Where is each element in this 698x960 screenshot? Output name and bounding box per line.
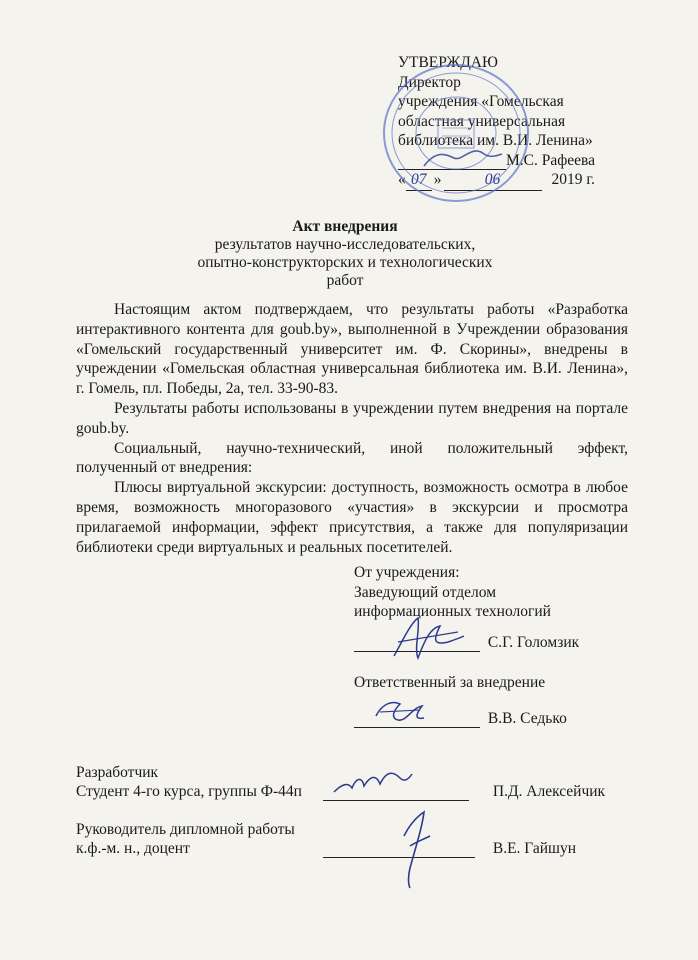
approval-date: « 07 » 06 2019 г. bbox=[398, 170, 688, 191]
title-line-3: работ bbox=[326, 272, 364, 289]
responsible-label: Ответственный за внедрение bbox=[354, 674, 546, 691]
supervisor-signature bbox=[396, 806, 436, 890]
developer-label: Разработчик bbox=[76, 764, 159, 781]
head-title-1: Заведующий отделом bbox=[354, 583, 497, 601]
supervisor-block bbox=[76, 820, 295, 858]
responsible-name: В.В. Седько bbox=[487, 710, 567, 727]
approval-position: Директор bbox=[398, 73, 461, 91]
developer-name: П.Д. Алексейчик bbox=[492, 783, 606, 800]
paragraph-4: Плюсы виртуальной экскурсии: доступность, возможность осмотра в любое время, возможность многоразового «участия» в экскурсии и просмотра прилагаемой информации, эффект присутствия, а также для популяризации библиотеки среди виртуальных и реальных посетителей. bbox=[76, 479, 628, 556]
supervisor-name: В.Е. Гайшун bbox=[492, 840, 577, 857]
supervisor-degree: к.ф.-м. н., доцент bbox=[76, 840, 190, 857]
date-day: 07 bbox=[406, 170, 432, 191]
title-line-2: опытно-конструкторских и технологических bbox=[197, 254, 493, 271]
paragraph-2: Результаты работы использованы в учреждении путем внедрения на портале goub.by. bbox=[76, 399, 628, 437]
approval-org-line-1: учреждения «Гомельская bbox=[398, 93, 564, 110]
developer-role: Студент 4-го курса, группы Ф-44п bbox=[76, 783, 302, 800]
date-year: 2019 г. bbox=[551, 171, 595, 188]
approval-heading: УТВЕРЖДАЮ bbox=[398, 54, 498, 71]
title-heading: Акт внедрения bbox=[292, 218, 398, 235]
approval-org-line-2: областная универсальная bbox=[398, 112, 566, 130]
responsible-signature bbox=[372, 694, 428, 730]
supervisor-label: Руководитель дипломной работы bbox=[76, 821, 295, 838]
head-title-2: информационных технологий bbox=[354, 603, 551, 620]
head-name: С.Г. Голомзик bbox=[487, 634, 580, 651]
head-signature bbox=[388, 612, 468, 668]
date-open-quote: « bbox=[398, 171, 406, 188]
developer-signature bbox=[330, 764, 414, 804]
document-body bbox=[76, 300, 628, 557]
paragraph-1: Настоящим актом подтверждаем, что результаты работы «Разработка интерактивного контента для goub.by», выполненной в Учреждении образования «Гомельский государственный университет им. Ф. Скорины», внедрены в учреждении «Гомельская областная универсальная библиотека им. В.И. Ленина», г. Гомель, пл. Победы, 2а, тел. 33-90-83. bbox=[76, 301, 628, 398]
supervisor-signature-row bbox=[323, 839, 576, 858]
round-stamp bbox=[376, 58, 536, 208]
approval-signatory: М.С. Рафеева bbox=[506, 151, 596, 169]
responsible-label-row bbox=[354, 673, 545, 692]
from-label: От учреждения: bbox=[354, 564, 460, 581]
approval-org-line-3: библиотека им. В.И. Ленина» bbox=[398, 132, 593, 149]
developer-block bbox=[76, 763, 302, 801]
paragraph-3: Социальный, научно-технический, иной положительный эффект, полученный от внедрения: bbox=[76, 439, 628, 477]
date-month: 06 bbox=[444, 170, 542, 191]
title-line-1: результатов научно-исследовательских, bbox=[214, 236, 476, 253]
document-title bbox=[130, 218, 560, 290]
